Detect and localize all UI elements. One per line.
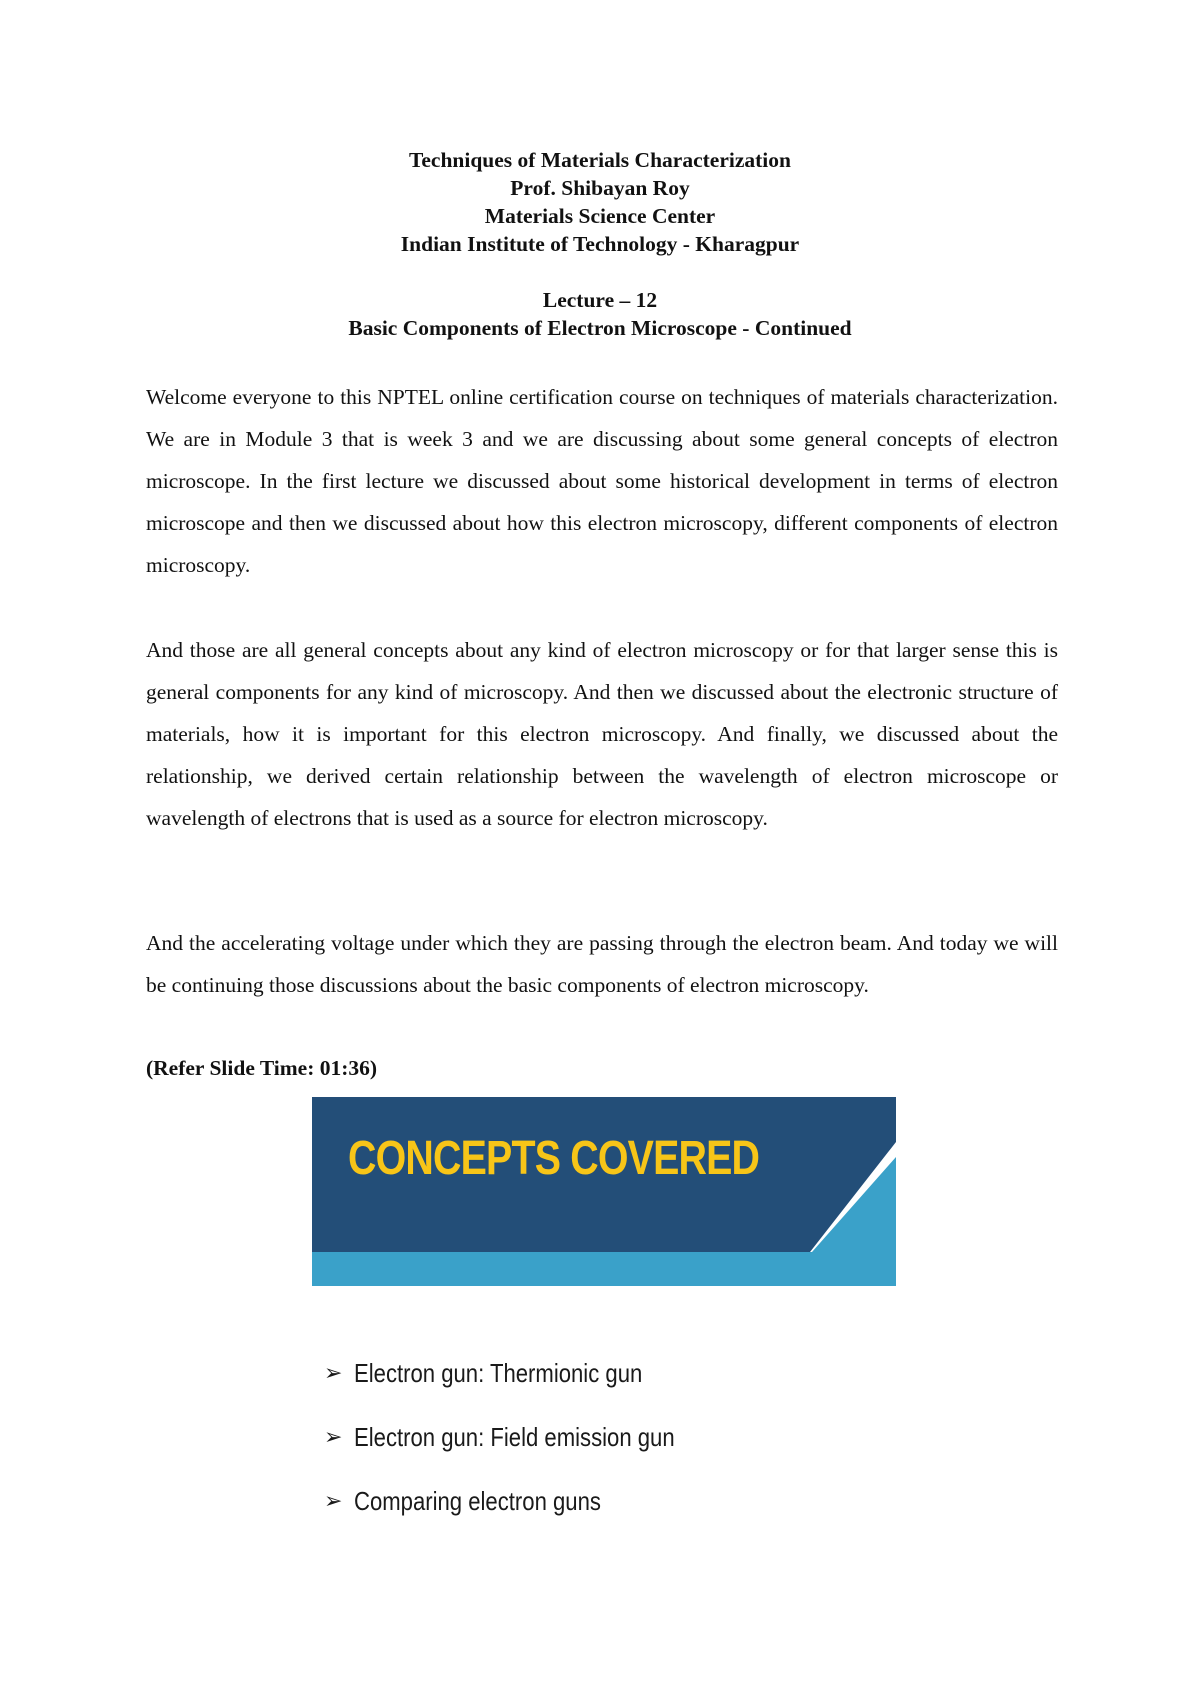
slide-bullet-label: Electron gun: Thermionic gun (354, 1357, 643, 1388)
slide-bullet-label: Comparing electron guns (354, 1485, 601, 1516)
institute-name: Indian Institute of Technology - Kharagpur (400, 232, 800, 256)
document-header (0, 146, 1200, 342)
lecture-number: Lecture – 12 (542, 288, 658, 312)
refer-slide-time: (Refer Slide Time: 01:36) (146, 1056, 378, 1080)
paragraph-3: And the accelerating voltage under which they are passing through the electron beam. And today we will be continuing those discussions about the basic components of electron microscopy. (146, 931, 1058, 997)
paragraph-1: Welcome everyone to this NPTEL online certification course on techniques of materials characterization. We are in Module 3 that is week 3 and we are discussing about some general concepts of electron microscope. In the first lecture we discussed about some historical development in terms of electron microscope and then we discussed about how this electron microscopy, different components of electron microscopy. (146, 385, 1058, 577)
department-name: Materials Science Center (484, 204, 716, 228)
arrow-bullet-icon: ➢ (324, 1360, 343, 1385)
course-title: Techniques of Materials Characterization (409, 148, 791, 172)
lecture-title: Basic Components of Electron Microscope - Continued (348, 316, 852, 340)
slide-bullet-list (324, 1341, 731, 1533)
slide-bullet-label: Electron gun: Field emission gun (354, 1421, 675, 1452)
slide-bullet (324, 1341, 731, 1405)
paragraph-2: And those are all general concepts about any kind of electron microscopy or for that larger sense this is general components for any kind of microscopy. And then we discussed about the electronic structure of materials, how it is important for this electron microscopy. And finally, we discussed about the relationship, we derived certain relationship between the wavelength of electron microscope or wavelength of electrons that is used as a source for electron microscopy. (146, 638, 1058, 830)
slide-bullet (324, 1405, 731, 1469)
slide-title: CONCEPTS COVERED (348, 1132, 760, 1185)
arrow-bullet-icon: ➢ (324, 1488, 343, 1513)
slide-banner (312, 1097, 896, 1297)
professor-name: Prof. Shibayan Roy (510, 176, 690, 200)
slide-image (312, 1097, 896, 1517)
arrow-bullet-icon: ➢ (324, 1424, 343, 1449)
banner-bottom-cut (312, 1286, 896, 1297)
slide-bullet (324, 1469, 731, 1533)
